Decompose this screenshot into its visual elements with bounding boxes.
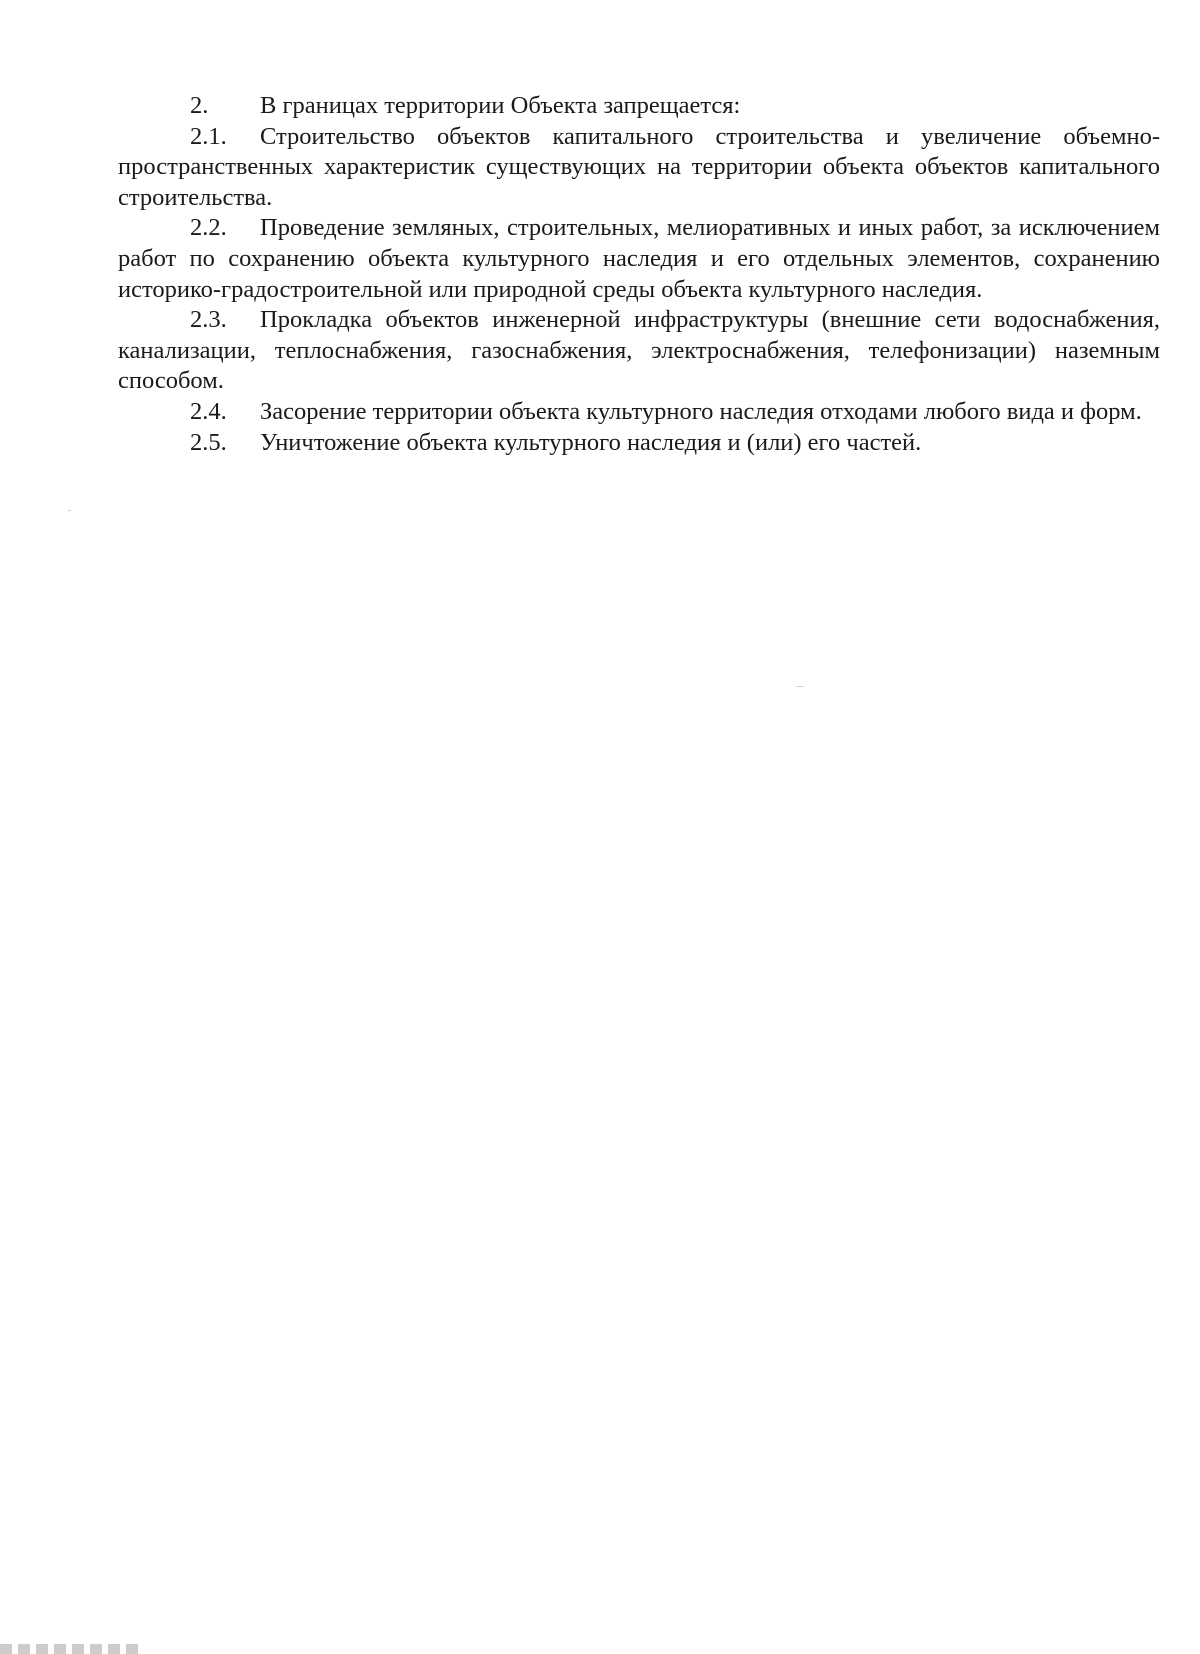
item-number: 2. <box>190 92 209 119</box>
list-item <box>118 397 1160 428</box>
scan-artifact <box>796 686 804 687</box>
item-number: 2.1. <box>190 122 227 150</box>
list-item <box>118 428 1160 459</box>
item-number: 2.3. <box>190 306 227 334</box>
item-number: 2.4. <box>190 397 227 425</box>
item-text: Строительство объектов капитального строительства и увеличение объемно-пространственных характеристик существующих на территории объекта объектов капитального строительства. <box>118 122 1160 211</box>
item-text: Прокладка объектов инженерной инфраструктуры (внешние сети водоснабжения, канализации, теплоснабжения, газоснабжения, электроснабжения, телефонизации) наземным способом. <box>118 306 1160 395</box>
list-item <box>118 91 1160 122</box>
item-number: 2.5. <box>190 428 227 456</box>
item-text: В границах территории Объекта запрещается: <box>260 92 741 119</box>
list-item <box>118 122 1160 214</box>
list-item <box>118 305 1160 397</box>
scan-edge-artifact <box>0 1644 140 1654</box>
scan-artifact <box>68 510 71 511</box>
item-number: 2.2. <box>190 214 227 242</box>
item-text: Засорение территории объекта культурного наследия отходами любого вида и форм. <box>260 397 1142 425</box>
document-body <box>118 91 1160 458</box>
item-text: Проведение земляных, строительных, мелиоративных и иных работ, за исключением работ по сохранению объекта культурного наследия и его отдельных элементов, сохранению историко-градостроительной или природной среды объекта культурного наследия. <box>118 214 1160 303</box>
list-item <box>118 213 1160 305</box>
item-text: Уничтожение объекта культурного наследия и (или) его частей. <box>260 428 922 456</box>
